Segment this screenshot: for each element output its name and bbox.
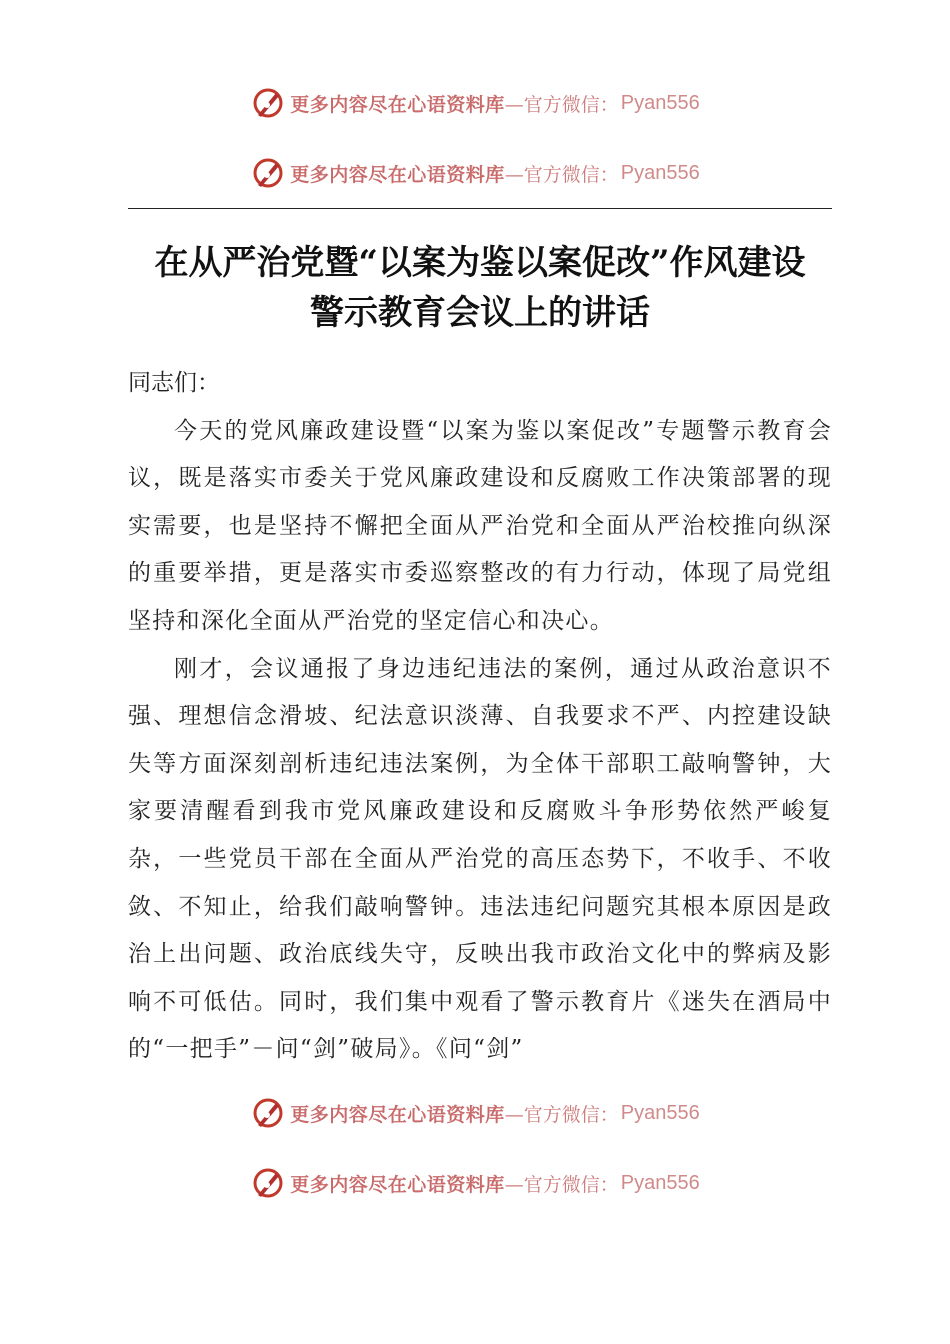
title-line-2: 警示教育会议上的讲话: [310, 293, 650, 333]
watermark-banner: [0, 83, 950, 123]
pen-logo-icon: [250, 155, 286, 191]
pen-logo-icon: [250, 85, 286, 121]
watermark-left-text: 更多内容尽在心语资料库: [290, 1173, 505, 1196]
pen-logo-icon: [250, 1095, 286, 1131]
watermark-left-text: 更多内容尽在心语资料库: [290, 163, 505, 186]
title-line-1: 在从严治党暨“以案为鉴以案促改”作风建设: [154, 243, 806, 283]
pen-logo-icon: [250, 1165, 286, 1201]
watermark-account: Pyan556: [620, 91, 700, 114]
watermark-right-text: —官方微信：: [504, 1103, 619, 1126]
watermark-banner: [0, 1093, 950, 1133]
watermark-banner: [0, 1163, 950, 1203]
greeting: 同志们：: [128, 370, 220, 396]
watermark-right-text: —官方微信：: [504, 163, 619, 186]
watermark-banner: [0, 153, 950, 193]
document-title: [120, 238, 840, 338]
watermark-left-text: 更多内容尽在心语资料库: [290, 1103, 505, 1126]
watermark-right-text: —官方微信：: [504, 93, 619, 116]
document-body: [128, 360, 832, 1074]
paragraph: 今天的党风廉政建设暨“以案为鉴以案促改”专题警示教育会议，既是落实市委关于党风廉政建设和反腐败工作决策部署的现实需要，也是坚持不懈把全面从严治党和全面从严治校推向纵深的重要举措，更是落实市委巡察整改的有力行动，体现了局党组坚持和深化全面从严治党的坚定信心和决心。: [128, 417, 832, 634]
watermark-left-text: 更多内容尽在心语资料库: [290, 93, 505, 116]
watermark-right-text: —官方微信：: [504, 1173, 619, 1196]
watermark-account: Pyan556: [620, 1101, 700, 1124]
watermark-account: Pyan556: [620, 161, 700, 184]
watermark-account: Pyan556: [620, 1171, 700, 1194]
paragraph: 刚才，会议通报了身边违纪违法的案例，通过从政治意识不强、理想信念滑坡、纪法意识淡薄、自我要求不严、内控建设缺失等方面深刻剖析违纪违法案例，为全体干部职工敲响警钟，大家要清醒看到我市党风廉政建设和反腐败斗争形势依然严峻复杂，一些党员干部在全面从严治党的高压态势下，不收手、不收敛、不知止，给我们敲响警钟。违法违纪问题究其根本原因是政治上出问题、政治底线失守，反映出我市政治文化中的弊病及影响不可低估。同时，我们集中观看了警示教育片《迷失在酒局中的“一把手”－问“剑”破局》。《问“剑”: [128, 655, 832, 1063]
header-divider: [128, 208, 832, 209]
